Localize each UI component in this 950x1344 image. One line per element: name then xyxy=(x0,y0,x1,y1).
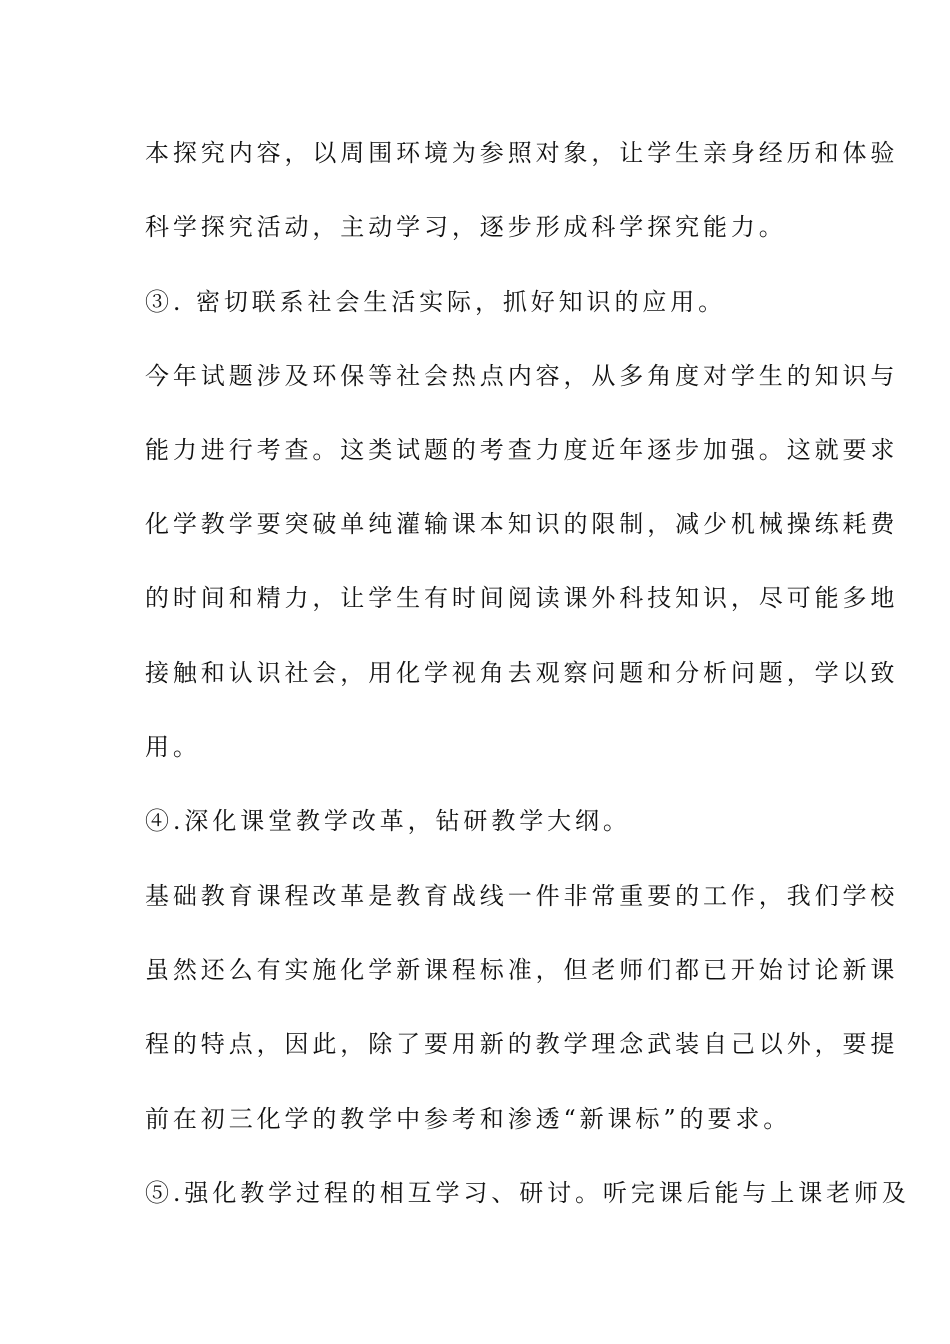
list-item-heading: ⑤.强化教学过程的相互学习、研讨。听完课后能与上课老师及 xyxy=(145,1179,910,1207)
text-line: 虽然还么有实施化学新课程标准，但老师们都已开始讨论新课 xyxy=(145,956,899,984)
text-line: 本探究内容，以周围环境为参照对象，让学生亲身经历和体验 xyxy=(145,139,899,167)
text-line: 科学探究活动，主动学习，逐步形成科学探究能力。 xyxy=(145,213,787,241)
text-line: 接触和认识社会，用化学视角去观察问题和分析问题，学以致 xyxy=(145,659,899,687)
text-line: 的时间和精力，让学生有时间阅读课外科技知识，尽可能多地 xyxy=(145,584,899,612)
text-line: 基础教育课程改革是教育战线一件非常重要的工作，我们学校 xyxy=(145,882,899,910)
list-item-heading: ④.深化课堂教学改革，钻研教学大纲。 xyxy=(145,807,631,835)
list-item-heading: ③. 密切联系社会生活实际，抓好知识的应用。 xyxy=(145,288,727,316)
text-line: 化学教学要突破单纯灌输课本知识的限制，减少机械操练耗费 xyxy=(145,510,899,538)
text-line: 程的特点，因此，除了要用新的教学理念武装自己以外，要提 xyxy=(145,1030,899,1058)
text-line: 能力进行考查。这类试题的考查力度近年逐步加强。这就要求 xyxy=(145,436,899,464)
text-line: 前在初三化学的教学中参考和渗透“新课标”的要求。 xyxy=(145,1105,792,1133)
text-line: 今年试题涉及环保等社会热点内容，从多角度对学生的知识与 xyxy=(145,362,899,390)
text-line: 用。 xyxy=(145,733,201,761)
